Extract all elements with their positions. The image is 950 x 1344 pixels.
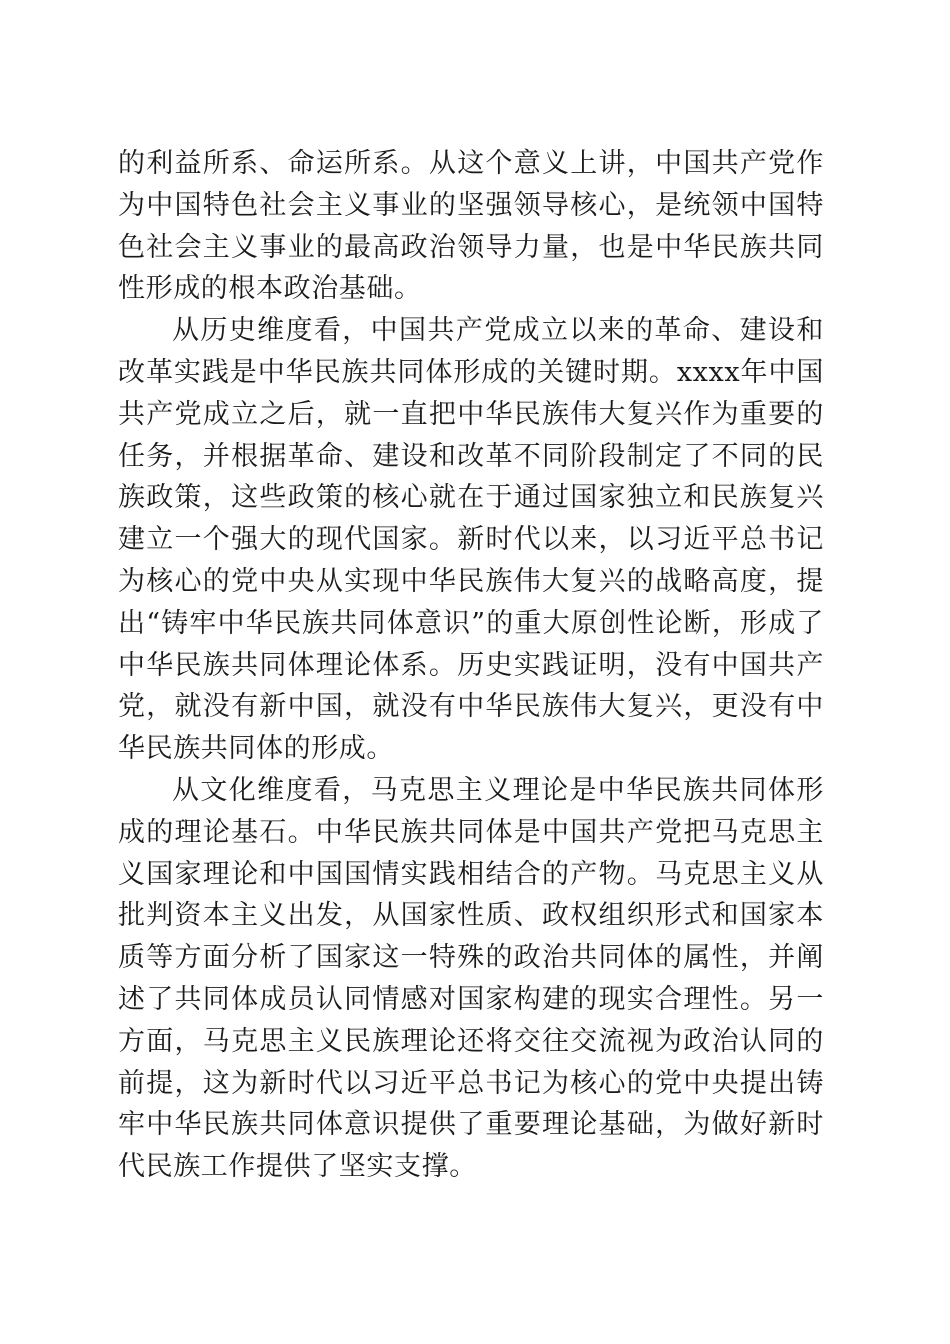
- document-body: [118, 143, 824, 1188]
- paragraph-culture-dimension: 从文化维度看，马克思主义理论是中华民族共同体形成的理论基石。中华民族共同体是中国共产党把马克思主义国家理论和中国国情实践相结合的产物。马克思主义从批判资本主义出发，从国家性质、政权组织形式和国家本质等方面分析了国家这一特殊的政治共同体的属性，并阐述了共同体成员认同情感对国家构建的现实合理性。另一方面，马克思主义民族理论还将交往交流视为政治认同的前提，这为新时代以习近平总书记为核心的党中央提出铸牢中华民族共同体意识提供了重要理论基础，为做好新时代民族工作提供了坚实支撑。: [118, 774, 824, 1183]
- paragraph-continuation: 的利益所系、命运所系。从这个意义上讲，中国共产党作为中国特色社会主义事业的坚强领导核心，是统领中国特色社会主义事业的最高政治领导力量，也是中华民族共同性形成的根本政治基础。: [118, 148, 824, 305]
- paragraph-history-dimension: 从历史维度看，中国共产党成立以来的革命、建设和改革实践是中华民族共同体形成的关键时期。xxxx年中国共产党成立之后，就一直把中华民族伟大复兴作为重要的任务，并根据革命、建设和改革不同阶段制定了不同的民族政策，这些政策的核心就在于通过国家独立和民族复兴建立一个强大的现代国家。新时代以来，以习近平总书记为核心的党中央从实现中华民族伟大复兴的战略高度，提出“铸牢中华民族共同体意识”的重大原创性论断，形成了中华民族共同体理论体系。历史实践证明，没有中国共产党，就没有新中国，就没有中华民族伟大复兴，更没有中华民族共同体的形成。: [118, 315, 824, 765]
